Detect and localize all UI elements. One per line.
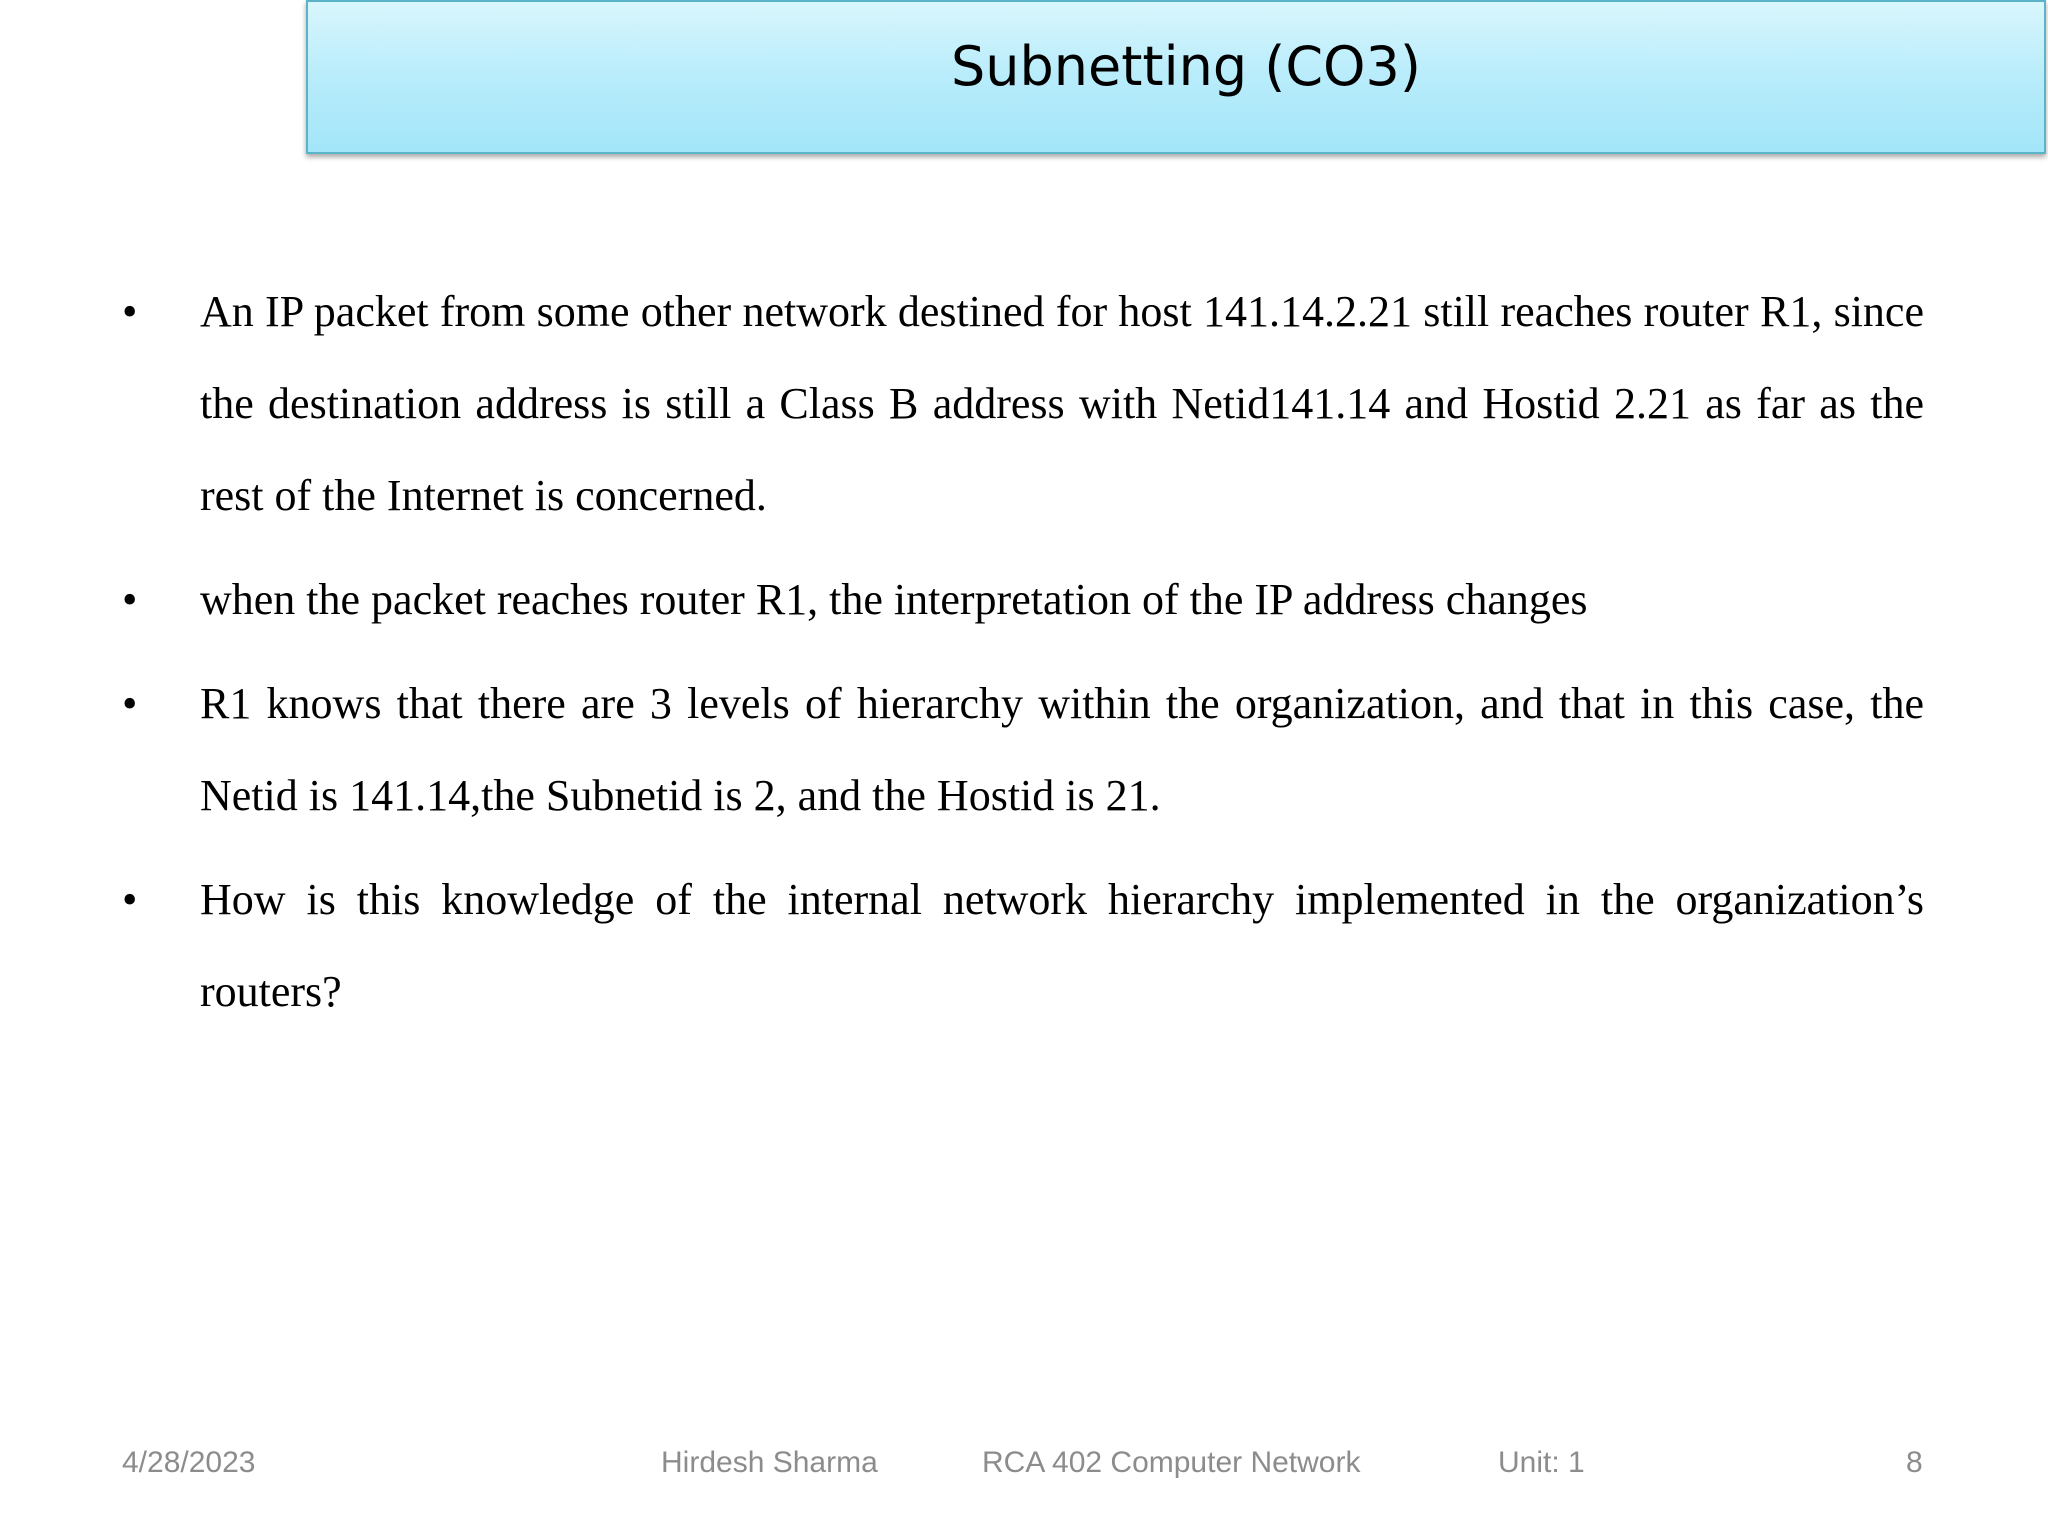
footer-course: RCA 402 Computer Network <box>982 1446 1361 1479</box>
slide-title-bar <box>306 0 2046 154</box>
bullet-item <box>118 266 1924 542</box>
bullet-item <box>118 854 1924 1038</box>
bullet-dot-icon: • <box>122 875 138 924</box>
bullet-dot-icon: • <box>122 287 138 336</box>
bullet-dot-icon: • <box>122 679 138 728</box>
bullet-list <box>118 266 1924 1050</box>
bullet-text: when the packet reaches router R1, the interpretation of the IP address changes <box>200 575 1588 624</box>
footer-author: Hirdesh Sharma <box>661 1446 878 1479</box>
bullet-item <box>118 658 1924 842</box>
footer-date: 4/28/2023 <box>122 1446 256 1479</box>
bullet-text: How is this knowledge of the internal network hierarchy implemented in the organization’s routers? <box>200 875 1924 1016</box>
bullet-item <box>118 554 1924 646</box>
slide-title: Subnetting (CO3) <box>951 35 1421 98</box>
footer-page-number: 8 <box>1906 1446 1923 1479</box>
footer-unit: Unit: 1 <box>1498 1446 1585 1479</box>
bullet-dot-icon: • <box>122 575 138 624</box>
bullet-text: An IP packet from some other network destined for host 141.14.2.21 still reaches router R1, since the destination address is still a Class B address with Netid141.14 and Hostid 2.21 as far as the rest of the Internet is concerned. <box>200 287 1924 520</box>
bullet-text: R1 knows that there are 3 levels of hierarchy within the organization, and that in this case, the Netid is 141.14,the Subnetid is 2, and the Hostid is 21. <box>200 679 1924 820</box>
